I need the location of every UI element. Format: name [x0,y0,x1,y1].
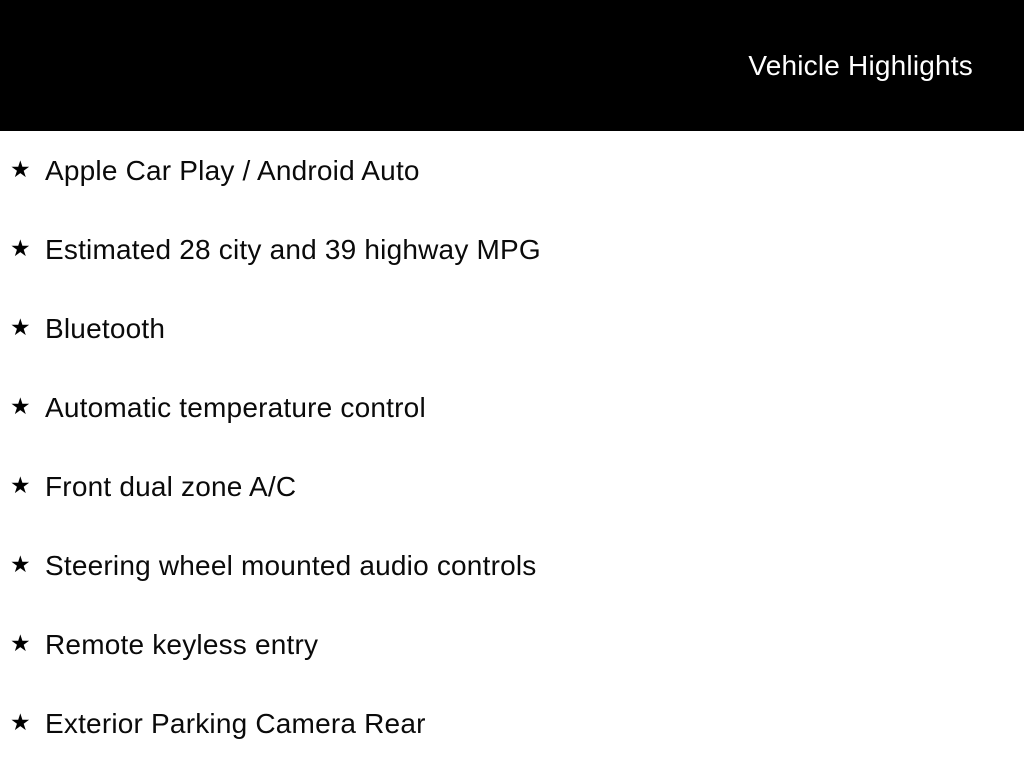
star-icon: ★ [10,473,31,499]
star-icon: ★ [10,236,31,262]
star-icon: ★ [10,552,31,578]
list-item-label: Estimated 28 city and 39 highway MPG [45,233,541,265]
star-icon: ★ [10,631,31,657]
star-icon: ★ [10,315,31,341]
star-icon: ★ [10,157,31,183]
list-item [0,684,1024,763]
list-item [0,131,1024,210]
list-item [0,447,1024,526]
list-item [0,289,1024,368]
star-icon: ★ [10,394,31,420]
list-item-label: Exterior Parking Camera Rear [45,707,426,739]
list-item-label: Automatic temperature control [45,391,426,423]
list-item-label: Steering wheel mounted audio controls [45,549,537,581]
list-item [0,368,1024,447]
highlights-list [0,131,1024,763]
list-item [0,526,1024,605]
header-bar [0,0,1024,131]
star-icon: ★ [10,710,31,736]
list-item-label: Remote keyless entry [45,628,319,660]
list-item [0,210,1024,289]
list-item [0,605,1024,684]
list-item-label: Bluetooth [45,312,166,344]
list-item-label: Apple Car Play / Android Auto [45,154,420,186]
list-item-label: Front dual zone A/C [45,470,297,502]
page-title: Vehicle Highlights [748,49,973,81]
